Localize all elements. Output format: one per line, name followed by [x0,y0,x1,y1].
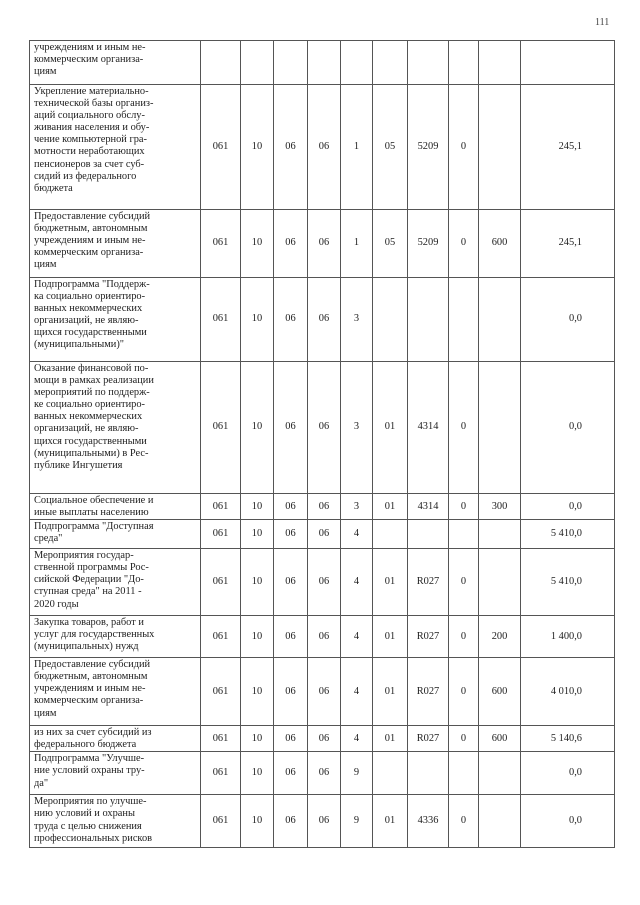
row-code-c6 [373,41,408,85]
row-code-c6: 01 [373,616,408,658]
row-description: Подпрограмма "Поддерж- ка социально ориентиро- ванных некоммерческих организаций, не являю- щихся государственными (муниципальными)" [30,278,201,362]
row-code-c4: 06 [308,795,341,848]
row-code-c2: 10 [241,658,274,726]
row-code-c4: 06 [308,658,341,726]
row-description: Оказание финансовой по- мощи в рамках реализации мероприятий по поддерж- ке социально ориентиро- ванных некоммерческих организаций, не являю- щихся государственными (муниципальными) в Рес- публике Ингушетия [30,362,201,494]
row-code-c9: 600 [479,210,521,278]
row-code-c7: 5209 [408,210,449,278]
row-description: Предоставление субсидий бюджетным, автономным учреждениям и иным не- коммерческим организа- циям [30,210,201,278]
row-code-c3: 06 [274,210,308,278]
row-code-c7: R027 [408,549,449,616]
row-code-c8 [449,520,479,549]
page-number: 111 [595,17,610,28]
row-code-c2: 10 [241,726,274,752]
row-code-c1 [201,41,241,85]
row-code-c2 [241,41,274,85]
table-row [30,658,615,726]
row-code-c1: 061 [201,549,241,616]
row-code-c2: 10 [241,616,274,658]
row-code-c6: 05 [373,210,408,278]
table-row [30,795,615,848]
row-description: Закупка товаров, работ и услуг для государственных (муниципальных) нужд [30,616,201,658]
table-row [30,726,615,752]
row-code-c3: 06 [274,494,308,520]
row-code-c9 [479,520,521,549]
row-code-c8: 0 [449,85,479,210]
row-code-c9 [479,752,521,795]
row-code-c4: 06 [308,362,341,494]
row-code-c8: 0 [449,549,479,616]
row-code-c9 [479,85,521,210]
row-code-c4: 06 [308,278,341,362]
row-code-c1: 061 [201,520,241,549]
budget-table [29,40,615,848]
row-description: Подпрограмма "Доступная среда" [30,520,201,549]
row-code-c6: 01 [373,494,408,520]
row-code-c7 [408,278,449,362]
row-amount [521,41,615,85]
row-code-c9 [479,362,521,494]
table-row [30,41,615,85]
row-code-c1: 061 [201,726,241,752]
row-code-c8: 0 [449,726,479,752]
row-code-c3 [274,41,308,85]
row-code-c5: 4 [341,726,373,752]
table-row [30,549,615,616]
row-code-c1: 061 [201,85,241,210]
table-row [30,520,615,549]
row-code-c5: 1 [341,210,373,278]
row-code-c3: 06 [274,726,308,752]
row-code-c8: 0 [449,362,479,494]
row-code-c2: 10 [241,752,274,795]
row-code-c7 [408,41,449,85]
row-code-c9 [479,795,521,848]
row-code-c6: 05 [373,85,408,210]
row-code-c1: 061 [201,795,241,848]
row-code-c5: 4 [341,549,373,616]
row-code-c9 [479,278,521,362]
row-code-c6 [373,278,408,362]
row-code-c3: 06 [274,278,308,362]
row-code-c2: 10 [241,494,274,520]
row-code-c1: 061 [201,616,241,658]
row-code-c4: 06 [308,494,341,520]
row-code-c8 [449,41,479,85]
table-row [30,494,615,520]
row-code-c2: 10 [241,549,274,616]
row-code-c9: 300 [479,494,521,520]
row-code-c9 [479,549,521,616]
row-code-c4: 06 [308,210,341,278]
row-code-c8: 0 [449,795,479,848]
row-code-c1: 061 [201,278,241,362]
row-code-c8 [449,752,479,795]
row-code-c7 [408,752,449,795]
row-code-c6: 01 [373,795,408,848]
row-code-c8: 0 [449,658,479,726]
row-code-c9: 600 [479,658,521,726]
row-code-c3: 06 [274,549,308,616]
row-code-c4: 06 [308,752,341,795]
row-code-c5: 3 [341,278,373,362]
row-amount: 245,1 [521,85,615,210]
row-code-c3: 06 [274,658,308,726]
row-code-c6: 01 [373,549,408,616]
row-amount: 0,0 [521,362,615,494]
row-code-c7: R027 [408,658,449,726]
row-code-c1: 061 [201,362,241,494]
row-code-c5: 3 [341,494,373,520]
row-code-c1: 061 [201,752,241,795]
row-code-c3: 06 [274,616,308,658]
row-amount: 5 140,6 [521,726,615,752]
row-code-c6: 01 [373,726,408,752]
row-code-c2: 10 [241,278,274,362]
row-code-c7: 4314 [408,362,449,494]
row-code-c2: 10 [241,795,274,848]
table-row [30,752,615,795]
row-code-c8: 0 [449,616,479,658]
table-row [30,616,615,658]
row-code-c5: 1 [341,85,373,210]
row-description: Предоставление субсидий бюджетным, автономным учреждениям и иным не- коммерческим организа- циям [30,658,201,726]
row-code-c5: 3 [341,362,373,494]
row-code-c7 [408,520,449,549]
row-amount: 245,1 [521,210,615,278]
row-code-c5: 4 [341,616,373,658]
row-code-c8: 0 [449,494,479,520]
row-code-c1: 061 [201,210,241,278]
row-code-c6: 01 [373,362,408,494]
row-code-c6 [373,752,408,795]
row-code-c2: 10 [241,520,274,549]
row-description: Мероприятия государ- ственной программы Рос- сийской Федерации "До- ступная среда" на 2011 - 2020 годы [30,549,201,616]
row-description: из них за счет субсидий из федерального бюджета [30,726,201,752]
row-description: Подпрограмма "Улучше- ние условий охраны тру- да" [30,752,201,795]
row-code-c5: 4 [341,658,373,726]
row-amount: 5 410,0 [521,549,615,616]
row-code-c3: 06 [274,752,308,795]
row-code-c9: 200 [479,616,521,658]
row-code-c3: 06 [274,362,308,494]
row-amount: 5 410,0 [521,520,615,549]
row-amount: 4 010,0 [521,658,615,726]
row-code-c3: 06 [274,85,308,210]
row-code-c4: 06 [308,726,341,752]
row-code-c3: 06 [274,520,308,549]
row-code-c7: 4336 [408,795,449,848]
row-amount: 0,0 [521,278,615,362]
row-code-c2: 10 [241,85,274,210]
row-code-c5 [341,41,373,85]
row-code-c7: 4314 [408,494,449,520]
row-description: учреждениям и иным не- коммерческим организа- циям [30,41,201,85]
row-code-c8: 0 [449,210,479,278]
row-code-c9: 600 [479,726,521,752]
row-description: Мероприятия по улучше- нию условий и охраны труда с целью снижения профессиональных рисков [30,795,201,848]
row-code-c2: 10 [241,210,274,278]
row-code-c5: 9 [341,752,373,795]
row-code-c7: R027 [408,616,449,658]
row-code-c6: 01 [373,658,408,726]
row-code-c9 [479,41,521,85]
row-description: Укрепление материально- технической базы организ- аций социального обслу- живания населения и обу- чение компьютерной гра- мотности неработающих пенсионеров за счет суб- сидий из федерального бюджета [30,85,201,210]
row-code-c1: 061 [201,658,241,726]
row-amount: 0,0 [521,494,615,520]
row-code-c4: 06 [308,616,341,658]
row-code-c5: 9 [341,795,373,848]
row-code-c7: 5209 [408,85,449,210]
row-description: Социальное обеспечение и иные выплаты населению [30,494,201,520]
row-code-c8 [449,278,479,362]
row-code-c7: R027 [408,726,449,752]
table-row [30,278,615,362]
row-amount: 0,0 [521,795,615,848]
row-code-c4 [308,41,341,85]
table-row [30,210,615,278]
row-amount: 1 400,0 [521,616,615,658]
row-code-c6 [373,520,408,549]
table-row [30,85,615,210]
row-code-c5: 4 [341,520,373,549]
row-code-c4: 06 [308,520,341,549]
row-code-c3: 06 [274,795,308,848]
row-code-c4: 06 [308,85,341,210]
row-code-c1: 061 [201,494,241,520]
row-amount: 0,0 [521,752,615,795]
row-code-c2: 10 [241,362,274,494]
table-row [30,362,615,494]
row-code-c4: 06 [308,549,341,616]
